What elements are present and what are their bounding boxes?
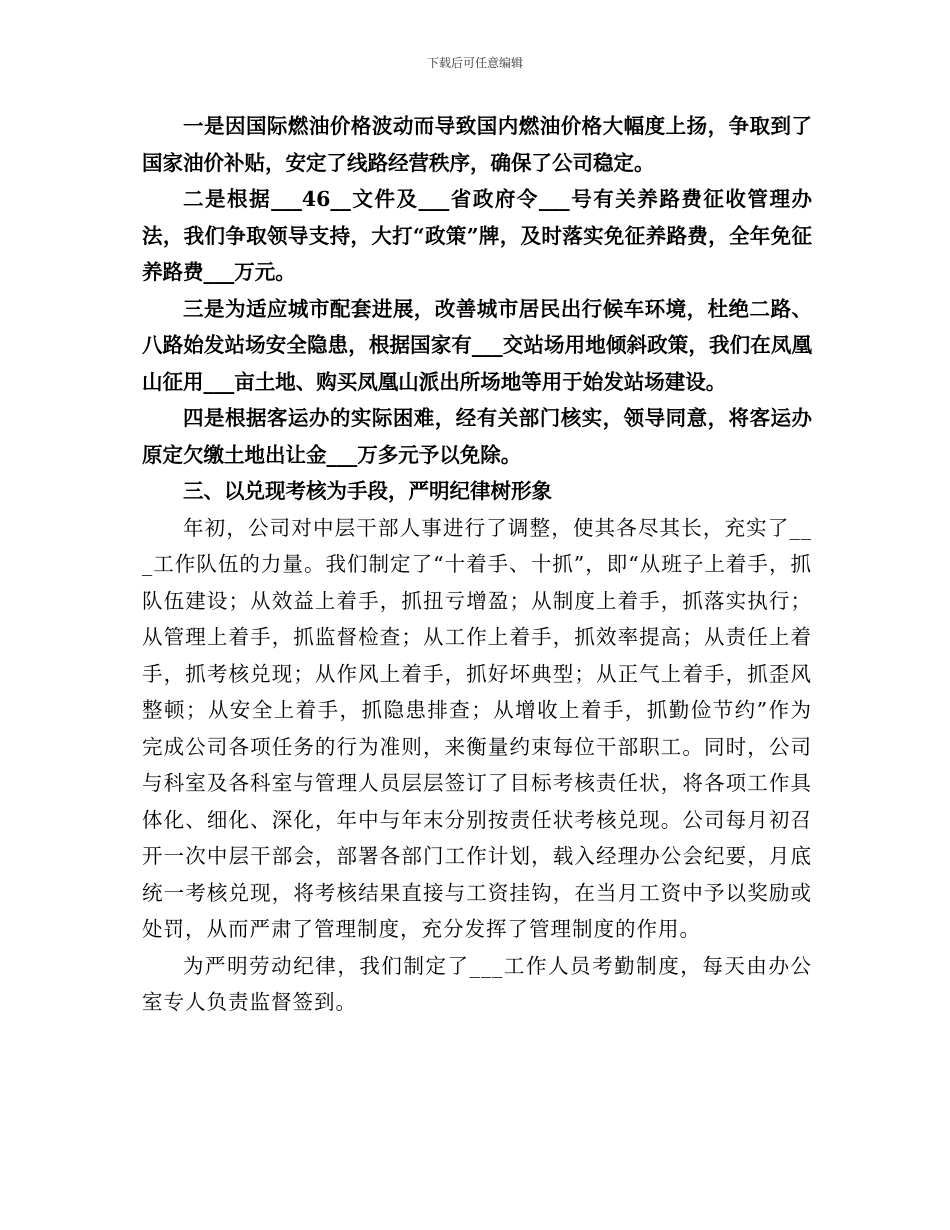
paragraph-point-four: 四是根据客运办的实际困难，经有关部门核实，领导同意，将客运办原定欠缴土地出让金___万多元予以免除。: [142, 406, 812, 467]
document-body: [142, 108, 812, 1021]
paragraph-attendance: 为严明劳动纪律，我们制定了___工作人员考勤制度，每天由办公室专人负责监督签到。: [142, 953, 812, 1014]
paragraph-point-two: 二是根据___46__文件及___省政府令___号有关养路费征收管理办法，我们争取领导支持，大打“政策”牌，及时落实免征养路费，全年免征养路费___万元。: [142, 187, 812, 284]
page-header: 下载后可任意编辑: [426, 56, 523, 70]
paragraph-point-one: 一是因国际燃油价格波动而导致国内燃油价格大幅度上扬，争取到了国家油价补贴，安定了线路经营秩序，确保了公司稳定。: [142, 114, 812, 175]
paragraph-assessment: 年初，公司对中层干部人事进行了调整，使其各尽其长，充实了___工作队伍的力量。我们制定了“十着手、十抓”，即“从班子上着手，抓队伍建设；从效益上着手，抓扭亏增盈；从制度上着手，抓落实执行；从管理上着手，抓监督检查；从工作上着手，抓效率提高；从责任上着手，抓考核兑现；从作风上着手，抓好坏典型；从正气上着手，抓歪风整顿；从安全上着手，抓隐患排查；从增收上着手，抓勤俭节约”作为完成公司各项任务的行为准则，来衡量约束每位干部职工。同时，公司与科室及各科室与管理人员层层签订了目标考核责任状，将各项工作具体化、细化、深化，年中与年末分别按责任状考核兑现。公司每月初召开一次中层干部会，部署各部门工作计划，载入经理办公会纪要，月底统一考核兑现，将考核结果直接与工资挂钩，在当月工资中予以奖励或处罚，从而严肃了管理制度，充分发挥了管理制度的作用。: [142, 515, 812, 941]
section-heading-three: 三、以兑现考核为手段，严明纪律树形象: [183, 479, 552, 503]
paragraph-point-three: 三是为适应城市配套进展，改善城市居民出行候车环境，杜绝二路、八路始发站场安全隐患，根据国家有___交站场用地倾斜政策，我们在凤凰山征用___亩土地、购买凤凰山派出所场地等用于始发站场建设。: [142, 296, 812, 394]
